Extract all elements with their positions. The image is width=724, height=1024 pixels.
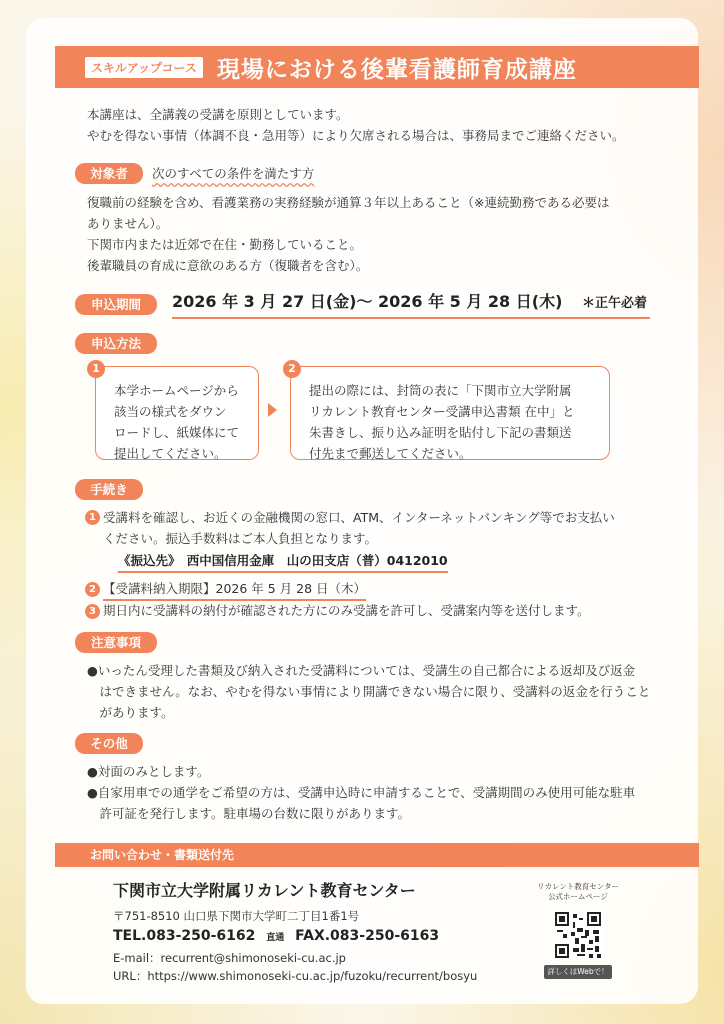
procedure-label: 手続き — [75, 479, 143, 500]
procedure3-number: 3 — [85, 604, 100, 619]
procedure-item2: 【受講料納入期限】2026 年 5 月 28 日（木） — [103, 578, 366, 601]
bank-account: 《振込先》 西中国信用金庫 山の田支店（普）0412010 — [118, 550, 448, 573]
procedure-item3: 期日内に受講料の納付が確認された方にのみ受講を許可し、受講案内等を送付します。 — [103, 603, 590, 618]
qr-code[interactable] — [553, 910, 603, 960]
step2-number: 2 — [283, 360, 301, 378]
other-text: ●対面のみとします。 ●自家用車での通学をご希望の方は、受講申込時に申請することで、受講期間のみ使用可能な駐車 許可証を発行します。駐車場の台数に限りがあります。 — [87, 764, 636, 821]
step1-number: 1 — [87, 360, 105, 378]
qr-code-icon — [553, 910, 603, 960]
other-label: その他 — [75, 733, 143, 754]
qr-caption: リカレント教育センター 公式ホームページ — [537, 882, 619, 901]
arrow-right-icon — [268, 403, 277, 417]
email-link[interactable]: E-mail：recurrent@shimonoseki-cu.ac.jp — [113, 951, 346, 965]
address: 〒751-8510 山口県下関市大学町二丁目1番1号 — [113, 909, 360, 923]
period-label: 申込期間 — [75, 294, 157, 315]
notes-label: 注意事項 — [75, 632, 157, 653]
application-period: 2026 年 3 月 27 日(金)～ 2026 年 5 月 28 日(木) ＊正午必着 — [172, 289, 650, 319]
web-details-button[interactable]: 詳しくはWebで！ — [544, 965, 612, 979]
target-heading: 次のすべての条件を満たす方 — [152, 166, 315, 181]
procedure2-number: 2 — [85, 582, 100, 597]
procedure-item1: 受講料を確認し、お近くの金融機関の窓口、ATM、インターネットバンキング等でお支払い ください。振込手数料はご本人負担となります。 — [103, 510, 615, 546]
notes-text: ●いったん受理した書類及び納入された受講料については、受講生の自己都合による返却及び返金 はできません。なお、やむを得ない事情により開講できない場合に限り、受講料の返金を行うこと があります。 — [87, 663, 651, 720]
method-label: 申込方法 — [75, 333, 157, 354]
intro-text: 本講座は、全講義の受講を原則としています。 やむを得ない事情（体調不良・急用等）により欠席される場合は、事務局までご連絡ください。 — [87, 107, 625, 143]
method-step2-box: 提出の際には、封筒の表に「下関市立大学附属 リカレント教育センター受講申込書類 在中」と 朱書きし、振り込み証明を貼付し下記の書類送 付先まで郵送してください。 — [290, 366, 610, 460]
organization-name: 下関市立大学附属リカレント教育センター — [113, 881, 416, 900]
phone-fax: TEL.083-250-6162 直通 FAX.083-250-6163 — [113, 928, 440, 944]
target-conditions: 復職前の経験を含め、看護業務の実務経験が通算３年以上あること（※連続勤務である必要は ありません）。 下関市内または近郊で在住・勤務していること。 後輩職員の育成に意欲のある方（復職者を含む）。 — [87, 195, 610, 273]
page-title: 現場における後輩看護師育成講座 — [216, 56, 577, 83]
course-tag: スキルアップコース — [85, 57, 203, 78]
title-bar — [55, 46, 699, 88]
procedure1-number: 1 — [85, 510, 100, 525]
url-link[interactable]: URL：https://www.shimonoseki-cu.ac.jp/fuzoku/recurrent/bosyu — [113, 969, 478, 983]
target-label: 対象者 — [75, 163, 143, 184]
method-step1-box: 本学ホームページから 該当の様式をダウン ロードし、紙媒体にて 提出してください。 — [95, 366, 259, 460]
contact-bar: お問い合わせ・書類送付先 — [55, 843, 699, 867]
